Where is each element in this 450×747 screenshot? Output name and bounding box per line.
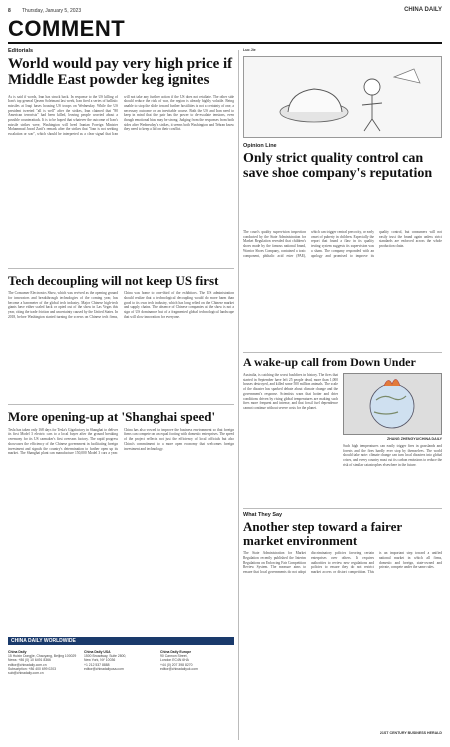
- wakeup-col-2: Such high temperatures can easily trigger fires in grasslands and forests and the fires hardly ever stop by themselves. The world should take note: climate change can turn local disasters into global crises, and every country must cut its carbon emissions to reduce the risk of similar catastrophes elsewhere in the future.: [343, 444, 442, 467]
- editorial-2-headline: Tech decoupling will not keep US first: [8, 272, 219, 288]
- opinion-body: [243, 230, 442, 350]
- editorials-label: Editorials: [8, 48, 34, 54]
- wakeup-credit: ZHANG ZHENGYU/CHINA DAILY: [386, 437, 442, 441]
- opinion-byline: Luo Jie: [243, 48, 256, 52]
- footer-col-2-title: China Daily USA: [84, 650, 111, 654]
- shanghai-text: Tesla has taken only 168 days for Tesla's Gigafactory in Shanghai to deliver its first Model 3 electric cars to a local buyer after the ground breaking ceremony for its US carmaker's first overseas factory. The rapid progress showcases the efficiency of the Chinese government in facilitating foreign investment and signals the country's determination to further open up its market. The Shanghai plant can manufacture 150,000 Model 3 cars a year. China has also vowed to improve the business environment so that foreign firms can compete on an equal footing with domestic enterprises. The speed of the project reflects not just the efficiency of local officials but also China's commitment to a more open economy that welcomes foreign investment and technology.: [8, 427, 234, 456]
- page-number: 8: [8, 8, 11, 14]
- editorial-divider-2: [8, 404, 234, 405]
- page-header-bar: [8, 6, 442, 16]
- wakeup-article: [243, 356, 442, 506]
- cartoon-illustration: [243, 56, 442, 138]
- footer-line: Subscription: +86 400 699 0203: [8, 666, 56, 671]
- footer-bar: CHINA DAILY WORLDWIDE: [8, 637, 234, 645]
- shanghai-body: [8, 428, 234, 578]
- right-divider-2: [243, 508, 442, 509]
- editorial-1-body: [8, 95, 234, 263]
- editorial-divider: [8, 268, 234, 269]
- editorial-2-text: The Consumer Electronics Show, which was revived as the opening ground for innovators and breakthrough technologies of the coming year, has become a barometer of the global tech industry. Major Chinese high-tech giants have either scaled back or opted out of the show in Las Vegas this year, citing the trade friction and uncertainty caused by the United States. In 2018, before Washington started turning the screws on Chinese tech firms, China was home to one-third of the exhibitors. The US administration should realize that a technological decoupling would do more harm than good to its own tech industry, which has long relied on the Chinese market and supply chains. The absence of Chinese companies at the show is not a sign of US dominance but of a fragmented global technological landscape that will slow innovation for everyone.: [8, 291, 234, 319]
- brand-name: CHINA DAILY: [404, 7, 442, 13]
- footer-line: New York, NY 10036: [84, 658, 116, 663]
- editorial-1-headline: World would pay very high price if Middle East powder keg ignites: [8, 56, 233, 88]
- editorials-column: [8, 48, 234, 633]
- shanghai-headline: More opening-up at 'Shanghai speed': [8, 409, 216, 425]
- footer-line: 1500 Broadway, Suite 2800,: [84, 654, 127, 659]
- fairer-headline: Another step toward a fairer market environment: [243, 519, 402, 548]
- fairer-credit: 21ST CENTURY BUSINESS HERALD: [379, 731, 442, 736]
- wakeup-col-1: Australia, is catching the worst bushfires in history. The fires that started in September have left 25 people dead, more than 1,000 houses destroyed, and killed some 500 million animals. The scale of the disaster has sparked debate about climate change and the government's response. Scientists warn that hotter and drier conditions driven by rising global temperatures are making such fires more frequent and intense, and that fossil fuel dependence cannot continue without severe costs for the planet.: [243, 373, 338, 410]
- footer-line: editor@chinadailyusa.com: [84, 666, 124, 671]
- masthead-rule: [8, 42, 442, 44]
- editorial-1-text: As is said if words, Iran has struck back. In response to the US killing of Iran's top general Qasem Soleimani last week, Iran fired a series of ballistic missiles at Iraqi bases housing US troops on Wednesday. While the US president tweeted "all is well" after the strikes, Iran claimed that "80 American terrorists" had been killed, leaving people worried about a possible counterattack. It is to be hoped that whatever the outcome of Iran's missile strikes were, Washington will heed Iranian Foreign Minister Mohammad Javad Zarif's remark after the strikes that "Iran is not seeking escalation or war", which should be interpreted as a clear signal that Iran will not take any further action if the US does not retaliate. The other side should reduce the risk of war, the region is already highly volatile. Being unable to stop the slide toward further hostilities is not a certainty of one, a necessary outcome or an inevitable course. Both the US and Iran need to keep in mind that the pair has the power to de-escalate tensions, even though emotional bias may be strong. Judging from the responses from both sides after Wednesday's strikes, it seems both Washington and Tehran know they need to keep a lid on their conflict.: [8, 94, 234, 137]
- footer-line: sub@chinadaily.com.cn: [8, 671, 44, 676]
- column-divider: [238, 50, 239, 740]
- footer-line: +44 (0) 207 398 8270: [160, 662, 193, 667]
- opinion-headline: Only strict quality control can save shoe company's reputation: [243, 151, 433, 181]
- footer-line: 90 Cannon Street,: [160, 654, 188, 659]
- editorial-2-body: [8, 291, 234, 399]
- footer-col-2: [84, 650, 156, 671]
- wakeup-headline: A wake-up call from Down Under: [243, 356, 416, 369]
- right-divider-1: [243, 352, 442, 353]
- opinion-line-label: Opinion Line: [243, 143, 277, 149]
- footer-col-1: [8, 650, 80, 675]
- footer-line: +1 212 537 8888: [84, 662, 110, 667]
- footer-line: editor@chinadaily.com.cn: [8, 662, 47, 667]
- footer-col-1-title: China Daily: [8, 650, 27, 654]
- section-masthead: COMMENT: [8, 16, 126, 41]
- opinion-column: [243, 48, 442, 226]
- footer-line: 15 Huixin Dongjie, Chaoyang, Beijing 100029: [8, 654, 77, 659]
- cartoon-drawing-icon: [244, 57, 441, 137]
- globe-cartoon: [343, 373, 442, 435]
- footer-col-3: [160, 650, 234, 671]
- fairer-text: The State Administration for Market Regulation recently published the Interim Regulations on Enforcing Fair Competition Review System. The measure aims to ensure that local governments do not adopt discriminatory policies favoring certain enterprises over others. It requires authorities to review new regulations and policies to ensure they do not restrict market access or distort competition. This is an important step toward a unified national market in which all firms, domestic and foreign, state-owned and private, compete under the same rules.: [243, 551, 442, 575]
- what-they-say-label: What They Say: [243, 512, 283, 518]
- footer-col-3-title: China Daily Europe: [160, 650, 192, 654]
- issue-date: Thursday, January 5, 2023: [22, 8, 82, 14]
- globe-fire-icon: [344, 374, 441, 434]
- footer-line: News: +86 (0) 10 6491 8366: [8, 658, 51, 663]
- footer-line: London EC4N 6HA: [160, 658, 189, 663]
- opinion-text: The court's quality supervision inspection conducted by the State Administration for Market Regulation revealed that children's shoes made by the famous national brand, Warrior Shoes Company, contained a toxic component, phthalic acid ester (PAE), which can trigger central precocity, or early onset of puberty in children. Especially the report that found a flaw in its quality testing system suggests its supervision was a sham. The company responded with an apology and promised to improve its quality control, but consumers will not easily trust the brand again unless strict standards are enforced across the whole production chain.: [243, 230, 442, 258]
- fairer-market-article: [243, 512, 442, 740]
- footer-line: editor@chinadailyuk.com: [160, 666, 198, 671]
- fairer-body: [243, 551, 442, 729]
